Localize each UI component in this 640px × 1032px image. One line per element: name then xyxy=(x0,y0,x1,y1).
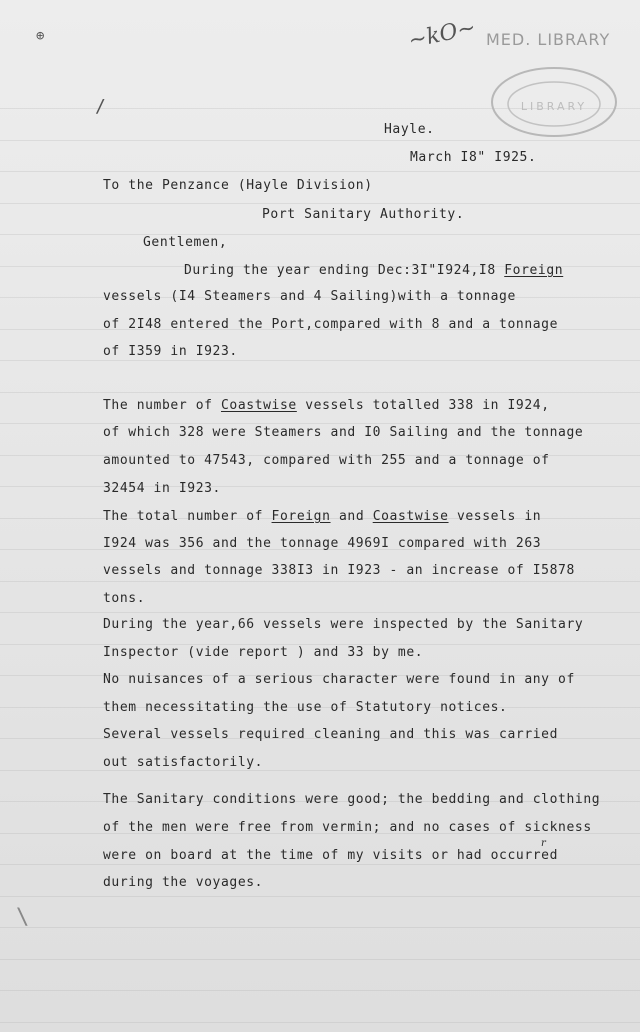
paragraph2-line4: 32454 in I923. xyxy=(103,481,221,496)
paragraph1-line2: vessels (I4 Steamers and 4 Sailing)with a tonnage xyxy=(103,289,516,304)
paragraph4-line4: them necessitating the use of Statutory notices. xyxy=(103,700,508,715)
paragraph3-line1: The total number of Foreign and Coastwise vessels in xyxy=(103,509,542,524)
paragraph4-line2: Inspector (vide report ) and 33 by me. xyxy=(103,645,424,660)
paragraph5-line1: The Sanitary conditions were good; the bedding and clothing xyxy=(103,792,601,807)
paragraph5-line2: of the men were free from vermin; and no cases of sickness xyxy=(103,820,592,835)
paragraph1-line1: During the year ending Dec:3I"I924,I8 Foreign xyxy=(184,263,564,278)
paragraph4-line1: During the year,66 vessels were inspected by the Sanitary xyxy=(103,617,584,632)
paragraph4-line5: Several vessels required cleaning and this was carried xyxy=(103,727,559,742)
handwritten-initials: ~kO~ xyxy=(406,15,479,54)
corner-mark: ⊕ xyxy=(36,28,45,44)
paragraph1-line3: of 2I48 entered the Port,compared with 8 and a tonnage xyxy=(103,317,559,332)
pen-stroke-bottom: \ xyxy=(16,905,30,930)
paragraph3-line2: I924 was 356 and the tonnage 4969I compared with 263 xyxy=(103,536,542,551)
paragraph4-line3: No nuisances of a serious character were found in any of xyxy=(103,672,575,687)
paragraph5-line4: during the voyages. xyxy=(103,875,264,890)
pen-stroke: / xyxy=(95,96,106,117)
paragraph2-line3: amounted to 47543, compared with 255 and a tonnage of xyxy=(103,453,550,468)
recipient: To the Penzance (Hayle Division) xyxy=(103,178,373,193)
paragraph2-line2: of which 328 were Steamers and I0 Sailing and the tonnage xyxy=(103,425,584,440)
library-stamp: MED. LIBRARY xyxy=(486,30,611,49)
paragraph1-line4: of I359 in I923. xyxy=(103,344,238,359)
paragraph3-line3: vessels and tonnage 338I3 in I923 - an increase of I5878 xyxy=(103,563,575,578)
paragraph5-line3: were on board at the time of my visits or had occurred xyxy=(103,848,559,863)
paragraph3-line4: tons. xyxy=(103,591,146,606)
paragraph4-line6: out satisfactorily. xyxy=(103,755,264,770)
paragraph2-line1: The number of Coastwise vessels totalled 338 in I924, xyxy=(103,398,550,413)
authority: Port Sanitary Authority. xyxy=(262,207,465,222)
place: Hayle. xyxy=(384,122,435,137)
library-seal xyxy=(488,62,620,138)
salutation: Gentlemen, xyxy=(143,235,228,250)
svg-text:LIBRARY: LIBRARY xyxy=(520,100,588,113)
handwritten-correction: r xyxy=(541,838,546,849)
date: March I8" I925. xyxy=(410,150,537,165)
